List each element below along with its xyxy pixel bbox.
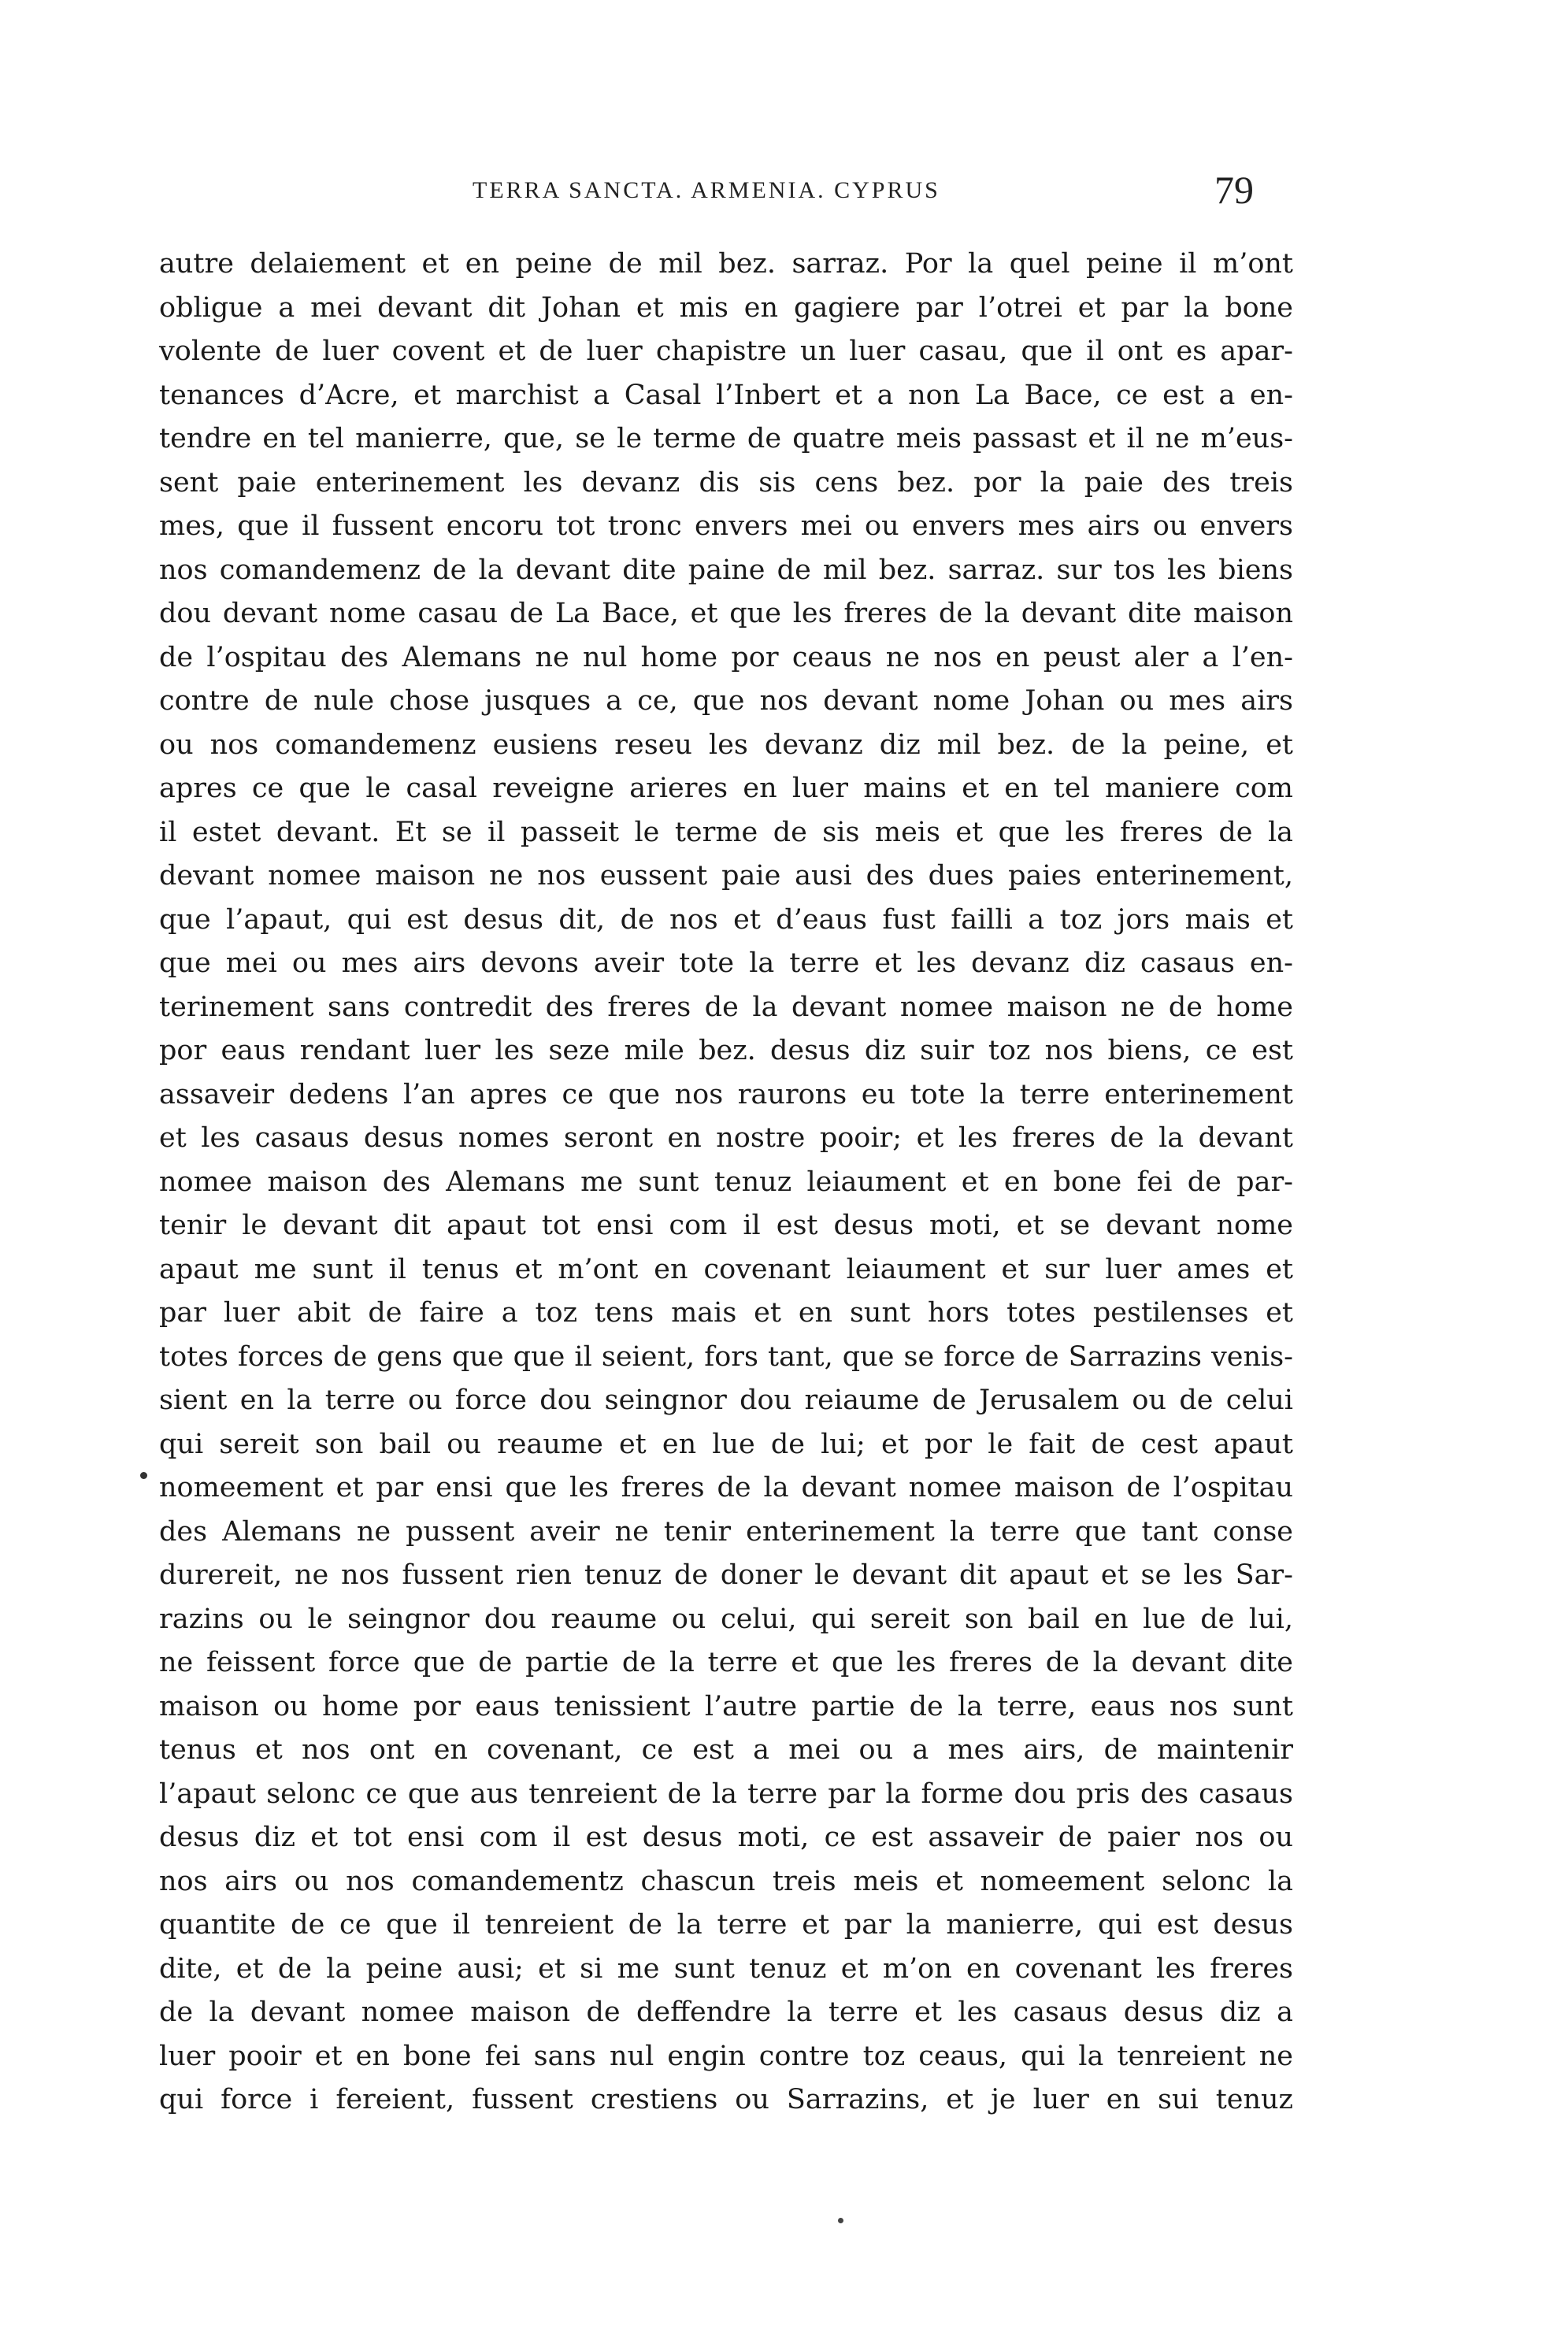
text-line: nomee maison des Alemans me sunt tenuz leiaument et en bone fei de par-: [159, 1166, 1293, 1198]
text-line: apres ce que le casal reveigne arieres en luer mains et en tel maniere com: [159, 773, 1293, 804]
text-line: maison ou home por eaus tenissient l’autre partie de la terre, eaus nos sunt: [159, 1690, 1293, 1722]
text-line: il estet devant. Et se il passeit le terme de sis meis et que les freres de la: [159, 816, 1293, 848]
text-line: mes, que il fussent encoru tot tronc envers mei ou envers mes airs ou envers: [159, 510, 1293, 542]
body-text: [159, 243, 1293, 2123]
text-line: tenus et nos ont en covenant, ce est a mei ou a mes airs, de maintenir: [159, 1734, 1293, 1766]
text-line: totes forces de gens que que il seient, fors tant, que se force de Sarrazins venis-: [159, 1340, 1293, 1373]
text-line: de l’ospitau des Alemans ne nul home por ceaus ne nos en peust aler a l’en-: [159, 641, 1293, 673]
text-line: sent paie enterinement les devanz dis sis cens bez. por la paie des treis: [159, 466, 1293, 499]
text-line: terinement sans contredit des freres de la devant nomee maison ne de home: [159, 991, 1293, 1023]
text-line: ou nos comandemenz eusiens reseu les devanz diz mil bez. de la peine, et: [159, 729, 1293, 761]
text-line: sient en la terre ou force dou seingnor dou reiaume de Jerusalem ou de celui: [159, 1385, 1293, 1416]
text-line: que mei ou mes airs devons aveir tote la terre et les devanz diz casaus en-: [159, 947, 1293, 979]
text-line: des Alemans ne pussent aveir ne tenir enterinement la terre que tant conse: [159, 1515, 1293, 1548]
text-line: dite, et de la peine ausi; et si me sunt tenuz et m’on en covenant les freres: [159, 1952, 1293, 1985]
text-line: razins ou le seingnor dou reaume ou celui, qui sereit son bail en lue de lui,: [159, 1603, 1293, 1635]
text-line: apaut me sunt il tenus et m’ont en covenant leiaument et sur luer ames et: [159, 1253, 1293, 1285]
text-line: nos airs ou nos comandementz chascun treis meis et nomeement selonc la: [159, 1865, 1293, 1897]
text-line: tenances d’Acre, et marchist a Casal l’Inbert et a non La Bace, ce est a en-: [159, 379, 1293, 411]
text-line: obligue a mei devant dit Johan et mis en gagiere par l’otrei et par la bone: [159, 291, 1293, 324]
text-line: tendre en tel manierre, que, se le terme de quatre meis passast et il ne m’eus-: [159, 423, 1293, 454]
text-line: tenir le devant dit apaut tot ensi com il est desus moti, et se devant nome: [159, 1210, 1293, 1241]
text-line: qui sereit son bail ou reaume et en lue de lui; et por le fait de cest apaut: [159, 1428, 1293, 1460]
text-line: contre de nule chose jusques a ce, que nos devant nome Johan ou mes airs: [159, 685, 1293, 717]
text-line: volente de luer covent et de luer chapistre un luer casau, que il ont es apar-: [159, 336, 1293, 367]
running-head: TERRA SANCTA. ARMENIA. CYPRUS: [473, 177, 940, 203]
text-line: devant nomee maison ne nos eussent paie ausi des dues paies enterinement,: [159, 860, 1293, 892]
margin-dot: [140, 1472, 147, 1479]
text-line: nomeement et par ensi que les freres de la devant nomee maison de l’ospitau: [159, 1472, 1293, 1503]
text-line: autre delaiement et en peine de mil bez. sarraz. Por la quel peine il m’ont: [159, 248, 1293, 280]
text-line: dou devant nome casau de La Bace, et que les freres de la devant dite maison: [159, 598, 1293, 629]
text-line: de la devant nomee maison de deffendre la terre et les casaus desus diz a: [159, 1996, 1293, 2028]
text-line: assaveir dedens l’an apres ce que nos raurons eu tote la terre enterinement: [159, 1078, 1293, 1110]
page-number: 79: [1214, 168, 1254, 212]
text-line: l’apaut selonc ce que aus tenreient de la terre par la forme dou pris des casaus: [159, 1778, 1293, 1810]
text-line: por eaus rendant luer les seze mile bez. desus diz suir toz nos biens, ce est: [159, 1035, 1293, 1066]
text-line: nos comandemenz de la devant dite paine de mil bez. sarraz. sur tos les biens: [159, 554, 1293, 586]
text-line: et les casaus desus nomes seront en nostre pooir; et les freres de la devant: [159, 1122, 1293, 1154]
text-line: quantite de ce que il tenreient de la terre et par la manierre, qui est desus: [159, 1909, 1293, 1941]
text-line: luer pooir et en bone fei sans nul engin contre toz ceaus, qui la tenreient ne: [159, 2040, 1293, 2072]
text-line: que l’apaut, qui est desus dit, de nos et d’eaus fust failli a toz jors mais et: [159, 903, 1293, 936]
text-line: qui force i fereient, fussent crestiens ou Sarrazins, et je luer en sui tenuz: [159, 2084, 1293, 2115]
text-line: durereit, ne nos fussent rien tenuz de doner le devant dit apaut et se les Sar-: [159, 1559, 1293, 1591]
text-line: ne feissent force que de partie de la terre et que les freres de la devant dite: [159, 1647, 1293, 1678]
text-line: desus diz et tot ensi com il est desus moti, ce est assaveir de paier nos ou: [159, 1822, 1293, 1853]
text-line: par luer abit de faire a toz tens mais et en sunt hors totes pestilenses et: [159, 1297, 1293, 1329]
print-speck: [838, 2218, 843, 2223]
